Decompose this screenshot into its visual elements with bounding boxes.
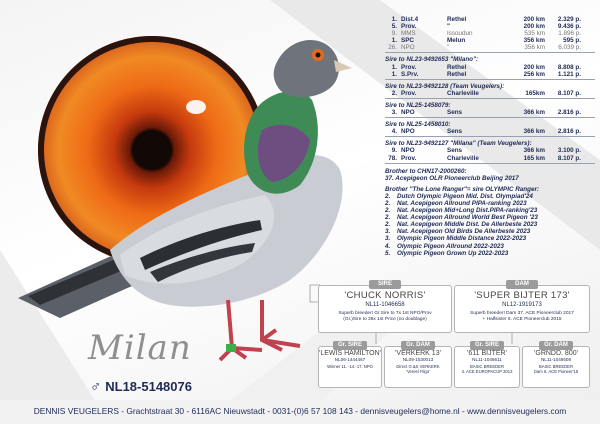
- result-prize: 8.107 p.: [557, 154, 581, 162]
- result-prize: 3.100 p.: [557, 147, 581, 155]
- result-place: 1.: [391, 70, 397, 78]
- result-event: NPO: [401, 147, 415, 155]
- sire-desc-1: Superb breeder! Gr.Sire to 7x 1st NPO/Prov: [338, 311, 432, 316]
- brother2-item-number: 3.: [385, 235, 391, 243]
- brother2-item-text: Nat. Acepigeon Middle Dist. De Allerbeste 2023: [397, 221, 538, 229]
- pigeon-ring-number: ♂ NL18-5148076: [90, 378, 192, 395]
- result-place: 5.: [391, 23, 397, 31]
- sire-ring: NL11-1046658: [365, 302, 405, 308]
- section-title: Sire to NL23-9492128 (Team Veugelers):: [385, 82, 505, 90]
- brother2-item-text: Dutch Olympic Pigeon Mid. Dist. Olympiad'24: [397, 192, 533, 200]
- result-location: Rethel: [447, 70, 467, 78]
- brother2-item-number: 3.: [385, 228, 391, 236]
- result-event: Prov.: [401, 23, 417, 31]
- contact-footer: DENNIS VEUGELERS - Grachtstraat 30 - 6116AC Nieuwstadt - 0031-(0)6 57 108 143 - dennisveugelers@home.nl - www.dennisveugelers.com: [0, 400, 600, 424]
- result-distance: 200 km: [523, 23, 545, 31]
- grand-dam-2-ring: NL11-1046608: [540, 357, 572, 362]
- result-distance: 200 km: [523, 16, 545, 23]
- result-location: ": [447, 44, 450, 52]
- result-prize: 2.816 p.: [557, 109, 581, 117]
- dam-desc-1: Superb breeder! Dam 37. ACE Pioneerclub 2017: [470, 311, 574, 316]
- brother2-item-text: Nat. Acepigeon Allround World Best Pigeon '23: [397, 214, 538, 222]
- grand-sire-1-card: [318, 342, 382, 388]
- result-location: Sens: [447, 147, 463, 155]
- result-location: Issoudun: [447, 30, 473, 38]
- section-title: Sire to NL23-9492653 "Milano":: [385, 56, 479, 64]
- result-prize: 8.808 p.: [557, 63, 581, 71]
- result-place: 9.: [391, 147, 397, 155]
- grand-sire-2-desc-2: 3. ACE EUROPACUP 2013: [461, 369, 513, 374]
- result-prize: 595 p.: [563, 37, 581, 45]
- brother2-title: Brother "The Lone Ranger"= sire OLYMPIC Ranger:: [385, 185, 540, 193]
- grand-dam-2-card: [522, 342, 590, 388]
- result-event: Prov.: [401, 63, 417, 71]
- result-place: 1.: [391, 37, 397, 45]
- result-prize: 8.107 p.: [557, 89, 581, 97]
- brother2-item-text: Nat. Acepigeon Old Birds De Allerbeste 2023: [397, 228, 531, 236]
- brother2-item-text: Nat. Acepigeon Mid+Long Dist.PIPA-ranking'23: [397, 207, 538, 215]
- grand-dam-1-name: 'VERKERK 13': [395, 350, 441, 357]
- dam-name: 'SUPER BIJTER 173': [474, 290, 570, 301]
- sire-desc-2: (Gr.)Sire to 38x 1st Price (no doublage): [343, 317, 427, 322]
- result-place: 2.: [391, 89, 397, 97]
- section-title: Sire to NL25-1458010:: [385, 121, 451, 129]
- grand-dam-1-desc-2: 'Vereel Filgo': [406, 369, 430, 374]
- result-event: Prov.: [401, 89, 417, 97]
- brother2-item-number: 5.: [385, 249, 391, 257]
- dam-tag: DAM: [506, 280, 538, 289]
- result-place: 78.: [388, 154, 397, 162]
- grand-dam-2-tag: Gr. DAM: [539, 341, 573, 350]
- result-place: 1.: [391, 63, 397, 71]
- grand-dam-1-desc-1: Direct G.&S VERKERK: [396, 364, 440, 369]
- grand-sire-2-name: '611 BIJTER': [467, 350, 507, 357]
- brother1-title: Brother to CHN17-2000260:: [385, 167, 467, 175]
- brother2-item-text: Nat. Acepigeon Allround PIPA-ranking 2023: [397, 199, 527, 207]
- grand-sire-2-ring: NL11-1046611: [472, 357, 502, 362]
- brother1-line: 37. Acepigeon OLR Pioneerclub Beijing 2017: [385, 174, 519, 182]
- brother2-item-number: 2.: [385, 221, 391, 229]
- brother2-item-number: 2.: [385, 214, 391, 222]
- result-place: 1.: [391, 16, 397, 23]
- dam-desc-2: + Halfsister 6. ACE Pioneerclub 2015: [482, 317, 562, 322]
- result-location: Sens: [447, 128, 463, 136]
- grand-sire-1-ring: NL06-1444467: [334, 357, 366, 362]
- result-prize: 2.329 p.: [557, 16, 581, 23]
- brother2-item-text: Olympic Pigeon Allround 2022-2023: [397, 242, 504, 250]
- result-location: Charleville: [447, 154, 479, 162]
- result-distance: 256 km: [523, 70, 545, 78]
- result-distance: 535 km: [524, 30, 545, 38]
- result-distance: 366 km: [523, 147, 545, 155]
- grand-dam-2-desc-2: Dam 6. ACE Pioneer'15: [533, 369, 579, 374]
- result-distance: 356 km: [524, 44, 545, 52]
- result-distance: 165 km: [523, 154, 545, 162]
- result-prize: 1.121 p.: [557, 70, 581, 78]
- result-location: Sens: [447, 109, 463, 117]
- result-location: Charleville: [447, 89, 479, 97]
- brother2-item-number: 2.: [385, 199, 391, 207]
- result-event: NPO: [401, 109, 415, 117]
- result-event: NPO: [401, 128, 415, 136]
- result-distance: 356 km: [523, 37, 545, 45]
- dam-ring: NL12-1919173: [502, 302, 542, 308]
- result-place: 4.: [391, 128, 397, 136]
- brother2-item-number: 4.: [385, 242, 391, 250]
- dam-card: [454, 281, 590, 333]
- result-prize: 6.039 p.: [558, 44, 581, 52]
- result-distance: 366 km: [523, 128, 545, 136]
- result-place: 26.: [388, 44, 397, 52]
- sire-name: 'CHUCK NORRIS': [344, 290, 426, 301]
- male-symbol-icon: ♂: [90, 378, 102, 395]
- grand-sire-2-tag: Gr. SIRE: [470, 341, 504, 350]
- grand-dam-1-card: [384, 342, 452, 388]
- result-distance: 366 km: [523, 109, 545, 117]
- result-location: Rethel: [447, 63, 467, 71]
- grand-sire-1-desc: Winner 11. -14.-17. NPO: [327, 364, 373, 369]
- result-event: S.Prv.: [401, 70, 419, 78]
- grand-dam-2-name: 'GRNDD. 800': [534, 350, 578, 357]
- result-event: MMS: [401, 30, 416, 38]
- result-event: Dist.4: [401, 16, 419, 23]
- grand-sire-1-name: 'LEWIS HAMILTON': [319, 350, 381, 357]
- brother2-item-text: Olympic Pigeon Middle Distance 2022-2023: [397, 235, 527, 243]
- pigeon-name: Milan: [88, 328, 192, 368]
- result-location: Melun: [447, 37, 466, 45]
- grand-sire-2-desc-1: BASIC BREEDER: [470, 364, 504, 369]
- result-event: SPC: [401, 37, 414, 45]
- result-event: Prov.: [401, 154, 417, 162]
- brother2-item-number: 2.: [385, 207, 391, 215]
- grand-dam-1-ring: NL09-1530013: [402, 357, 434, 362]
- section-title: Sire to NL25-1458079:: [385, 101, 451, 109]
- brother2-item-number: 2.: [385, 192, 391, 200]
- result-distance: 165km: [525, 89, 545, 97]
- result-distance: 200 km: [523, 63, 545, 71]
- grand-dam-1-tag: Gr. DAM: [401, 341, 435, 350]
- grand-sire-1-tag: Gr. SIRE: [333, 341, 367, 350]
- result-location: Rethel: [447, 16, 467, 23]
- result-location: ": [447, 23, 450, 31]
- section-title: Sire to NL23-9492127 "Milana" (Team Veugelers):: [385, 140, 532, 148]
- grand-sire-2-card: [454, 342, 520, 388]
- result-place: 9.: [391, 30, 397, 38]
- grand-dam-2-desc-1: BASIC BREEDER: [539, 364, 573, 369]
- result-place: 3.: [391, 109, 397, 117]
- sire-card: [318, 281, 452, 333]
- result-prize: 9.436 p.: [557, 23, 581, 31]
- sire-tag: SIRE: [369, 280, 401, 289]
- result-prize: 1.896 p.: [558, 30, 581, 38]
- result-prize: 2.816 p.: [557, 128, 581, 136]
- brother2-item-text: Olympic Pigeon Grown Up 2022-2023: [397, 249, 509, 257]
- result-event: NPO: [401, 44, 415, 52]
